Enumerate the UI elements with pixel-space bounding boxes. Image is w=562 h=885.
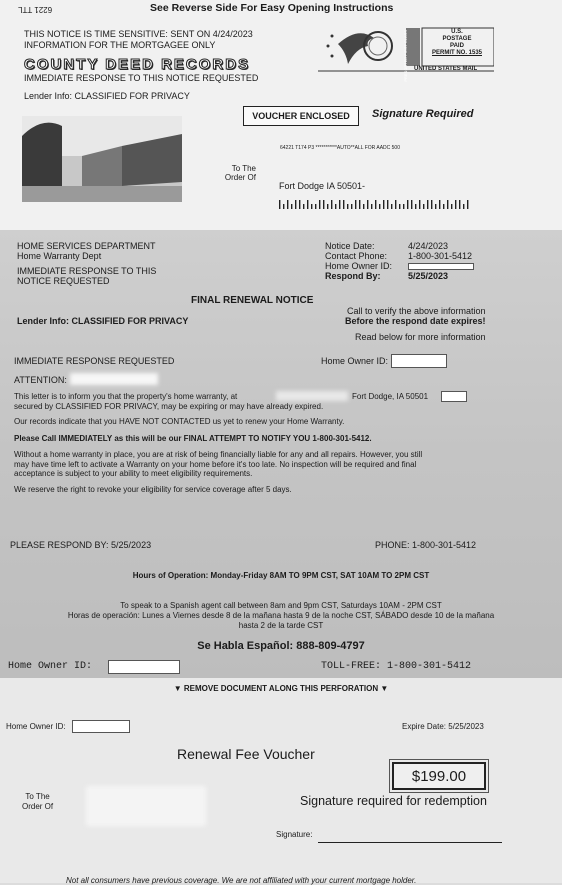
owner-id-label-2: Home Owner ID: [321, 356, 389, 366]
info-labels [325, 241, 392, 281]
voucher-enclosed-box: VOUCHER ENCLOSED [243, 106, 359, 126]
signature-required-redemption: Signature required for redemption [300, 794, 487, 808]
info-values [408, 241, 472, 281]
postage-side-label: PRESORTED FIRST CLASS [403, 30, 408, 82]
se-habla-espanol: Se Habla Español: 888-809-4797 [197, 640, 365, 652]
postal-barcode [279, 196, 469, 205]
body-p1a: This letter is to inform you that the property's home warranty, at [14, 392, 238, 401]
property-photo [22, 116, 182, 202]
address-redacted [276, 391, 348, 401]
owner-id-field [391, 354, 447, 368]
mono-owner-id-field [108, 660, 180, 674]
final-renewal-title: FINAL RENEWAL NOTICE [191, 295, 314, 306]
voucher-to-order-2: Order Of [22, 802, 54, 811]
body-p4c: acceptance is subject to your ability to meet eligibility requirements. [14, 469, 253, 478]
zip-redacted [441, 391, 467, 402]
dept-line-3: IMMEDIATE RESPONSE TO THIS [17, 266, 157, 276]
toll-free: TOLL-FREE: 1-800-301-5412 [321, 661, 472, 672]
body-p1c: secured by CLASSIFIED FOR PRIVACY, may be expiring or may have already expired. [14, 401, 324, 411]
voucher-to-order-1: To The [25, 792, 50, 801]
signature-required-label: Signature Required [372, 108, 474, 120]
attention-redacted [70, 373, 158, 385]
amount-box: $199.00 [392, 762, 486, 790]
to-the-order-of: To The Order Of [224, 164, 256, 182]
contact-phone-label: Contact Phone: [325, 251, 388, 261]
signature-line[interactable] [318, 842, 502, 843]
dept-line-1: HOME SERVICES DEPARTMENT [17, 241, 156, 251]
verify-line-2: Before the respond date expires! [345, 316, 486, 326]
attention-label: ATTENTION: [14, 375, 67, 385]
voucher-to-order [22, 792, 53, 812]
voucher-title: Renewal Fee Voucher [177, 746, 315, 762]
header-code: 6221 TTL [18, 5, 53, 14]
notice-line-1: THIS NOTICE IS TIME SENSITIVE: SENT ON 4/24/2023 [24, 29, 253, 39]
phone-line: PHONE: 1-800-301-5412 [375, 540, 477, 550]
body-p5: We reserve the right to revoke your eligibility for service coverage after 5 days. [14, 484, 292, 494]
notice-line-2: INFORMATION FOR THE MORTGAGEE ONLY [24, 40, 216, 50]
verify-line-3: Read below for more information [354, 332, 486, 342]
postage-text [424, 29, 490, 57]
body-text [14, 392, 544, 494]
us-mail-label: UNITED STATES MAIL [414, 66, 478, 72]
postage-l3: PAID [450, 43, 464, 49]
signature-label: Signature: [276, 830, 313, 839]
postage-l1: U.S. [451, 29, 463, 35]
dept-block [17, 241, 156, 286]
mono-owner-id-label: Home Owner ID: [8, 661, 93, 672]
verify-block [345, 306, 486, 342]
brand-logo: COUNTY DEED RECORDS [24, 56, 251, 73]
expire-date: Expire Date: 5/25/2023 [402, 722, 484, 731]
voucher-owner-id-label: Home Owner ID: [6, 722, 66, 731]
barcode-line: 64221 T174 P3 ***********AUTO**ALL FOR AADC 500 [280, 145, 400, 151]
lender-info-2: Lender Info: CLASSIFIED FOR PRIVACY [17, 316, 189, 326]
body-p4b: may have time left to activate a Warranty on your home before it's too late. No inspection will be required and final [14, 459, 417, 469]
dept-line-4: NOTICE REQUESTED [17, 276, 110, 286]
body-p4a: Without a home warranty in place, you are at risk of being financially liable for any and all repairs. However, you still [14, 450, 423, 459]
dept-line-2: Home Warranty Dept [17, 251, 102, 261]
lender-info: Lender Info: CLASSIFIED FOR PRIVACY [24, 91, 190, 101]
postage-l2: POSTAGE [442, 36, 472, 42]
home-owner-id-label: Home Owner ID: [325, 261, 393, 271]
immediate-response: IMMEDIATE RESPONSE REQUESTED [14, 356, 175, 366]
notice-date-value: 4/24/2023 [408, 241, 449, 251]
spanish-block [0, 601, 562, 631]
voucher-footer: Not all consumers have previous coverage. We are not affiliated with your current mortgage holder. [66, 876, 417, 885]
notice-date-label: Notice Date: [325, 241, 375, 251]
notice-line-3: IMMEDIATE RESPONSE TO THIS NOTICE REQUESTED [24, 73, 259, 83]
spanish-line-3: hasta 2 de la tarde CST [238, 621, 324, 630]
body-p1b: Fort Dodge, IA 50501 [352, 392, 429, 401]
redacted-owner-id [408, 263, 474, 270]
respond-by-value: 5/25/2023 [408, 271, 449, 281]
hours-of-operation: Hours of Operation: Monday-Friday 8AM TO 9PM CST, SAT 10AM TO 2PM CST [132, 571, 430, 580]
contact-phone-value: 1-800-301-5412 [408, 251, 473, 261]
postage-l4: PERMIT NO. 1535 [431, 50, 482, 56]
body-p2: Our records indicate that you HAVE NOT CONTACTED us yet to renew your Home Warranty. [14, 417, 345, 426]
perforation-line: ▼ REMOVE DOCUMENT ALONG THIS PERFORATION ▼ [173, 684, 389, 693]
voucher-owner-id-field [72, 720, 130, 733]
spanish-line-2: Horas de operación: Lunes a Viernes desde 8 de la mañana hasta 9 de la noche CST, SÁBADO desde 10 de la mañana [67, 611, 495, 620]
please-respond-by: PLEASE RESPOND BY: 5/25/2023 [10, 540, 152, 550]
respond-by-label: Respond By: [325, 271, 381, 281]
address-city: Fort Dodge IA 50501- [279, 181, 366, 191]
verify-line-1: Call to verify the above information [346, 306, 486, 316]
spanish-line-1: To speak to a Spanish agent call between 8am and 9pm CST, Saturdays 10AM - 2PM CST [120, 601, 442, 610]
body-p3: Please Call IMMEDIATELY as this will be our FINAL ATTEMPT TO NOTIFY YOU 1-800-301-5412. [14, 433, 372, 443]
voucher-payee-redacted [86, 786, 206, 826]
header-title: See Reverse Side For Easy Opening Instructions [150, 2, 394, 14]
